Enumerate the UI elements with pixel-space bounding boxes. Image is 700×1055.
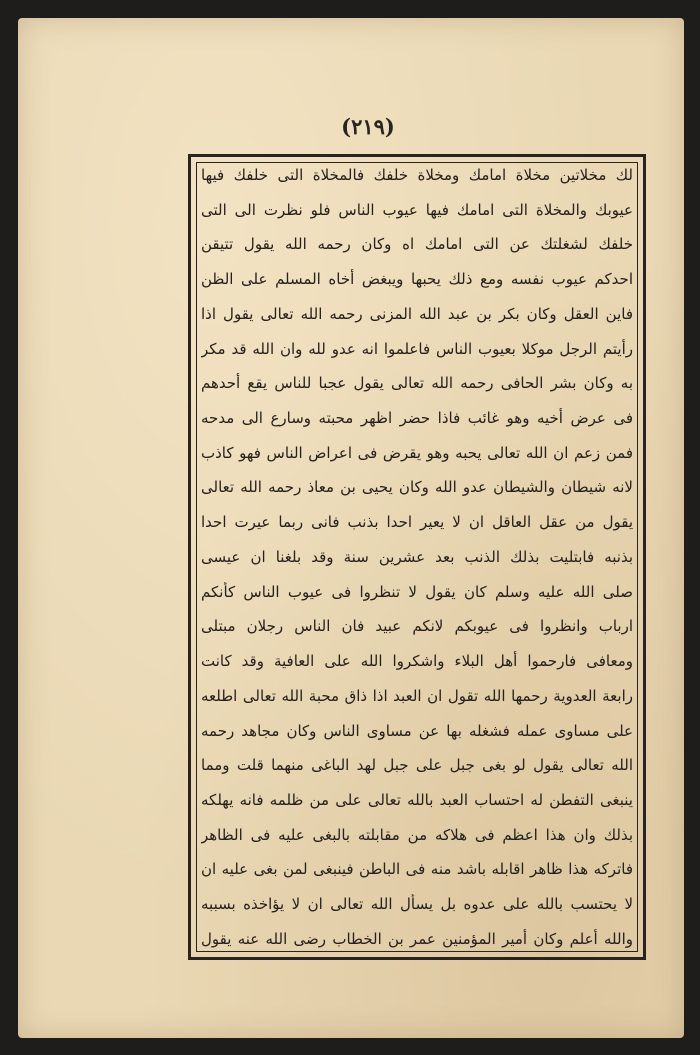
text-line: فمن زعم ان الله تعالى يحبه وهو يقرض فى اعراض الناس فهو كاذب bbox=[201, 443, 633, 462]
text-line: فاين العقل وكان بكر بن عبد الله المزنى رحمه الله تعالى يقول اذا bbox=[201, 304, 633, 323]
text-line: رابعة العدوية رحمها الله تقول ان العبد اذا ذاق محبة الله تعالى اطلعه bbox=[201, 686, 633, 705]
text-line: والله أعلم وكان أمير المؤمنين عمر بن الخطاب رضى الله عنه يقول bbox=[201, 929, 633, 948]
text-line: احدكم عيوب نفسه ومع ذلك يحبها ويبغض أخاه المسلم على الظن bbox=[201, 270, 633, 289]
text-line: به وكان بشر الحافى رحمه الله تعالى يقول عجبا للناس يقع أحدهم bbox=[201, 374, 633, 393]
text-block bbox=[201, 165, 633, 949]
text-frame bbox=[188, 154, 646, 960]
text-line: لانه شيطان والشيطان عدو الله وكان يحيى بن معاذ رحمه الله تعالى bbox=[201, 478, 633, 497]
text-line: على مساوى عمله فشغله بها عن مساوى الناس وكان مجاهد رحمه bbox=[201, 721, 633, 740]
text-line: يقول من عقل العاقل ان لا يعير احدا بذنب فانى ربما عيرت احدا bbox=[201, 513, 633, 532]
text-line: ينبغى التفطن له احتساب العبد بالله تعالى على من ظلمه فانه يهلكه bbox=[201, 790, 633, 809]
text-line: ومعافى فارحموا أهل البلاء واشكروا الله على العافية وقد كانت bbox=[201, 652, 633, 671]
text-line: فى عرض أخيه وهو غائب فاذا حضر اظهر محبته وسارع الى مدحه bbox=[201, 409, 633, 428]
text-line: لا يحتسب بالله على عدوه بل يسأل الله تعالى ان لا يؤاخذه بسببه bbox=[201, 895, 633, 914]
text-line: لك مخلاتين مخلاة امامك ومخلاة خلفك فالمخلاة التى خلفك فيها bbox=[201, 166, 633, 184]
text-line: رأيتم الرجل موكلا بعيوب الناس فاعلموا انه عدو لله وان الله قد مكر bbox=[201, 339, 633, 358]
page-number: (٢١٩) bbox=[341, 114, 395, 139]
text-line: صلى الله عليه وسلم كان يقول لا تنظروا فى عيوب الناس كأنكم bbox=[201, 582, 633, 601]
text-line: الله تعالى يقول لو بغى جبل على جبل لهد الباغى منهما قلت ومما bbox=[201, 756, 633, 775]
text-line: بذلك وان هذا اعظم فى هلاكه من مقابلته بالبغى عليه فى الظاهر bbox=[201, 825, 633, 844]
text-line: فاتركه هذا ظاهر اقابله باشد منه فى الباطن فينبغى لمن بغى عليه ان bbox=[201, 860, 633, 879]
text-line: خلفك لشغلتك عن التى امامك اه وكان رحمه الله يقول تتيقن bbox=[201, 235, 633, 254]
text-line: ارباب وانظروا فى عيوبكم لانكم عبيد فان الناس رجلان مبتلى bbox=[201, 617, 633, 636]
text-line: عيوبك والمخلاة التى امامك فيها عيوب الناس فلو نظرت الى التى bbox=[201, 200, 633, 219]
text-line: بذنبه فابتليت بذلك الذنب بعد عشرين سنة وقد بلغنا ان عيسى bbox=[201, 547, 633, 566]
manuscript-page bbox=[18, 18, 684, 1038]
